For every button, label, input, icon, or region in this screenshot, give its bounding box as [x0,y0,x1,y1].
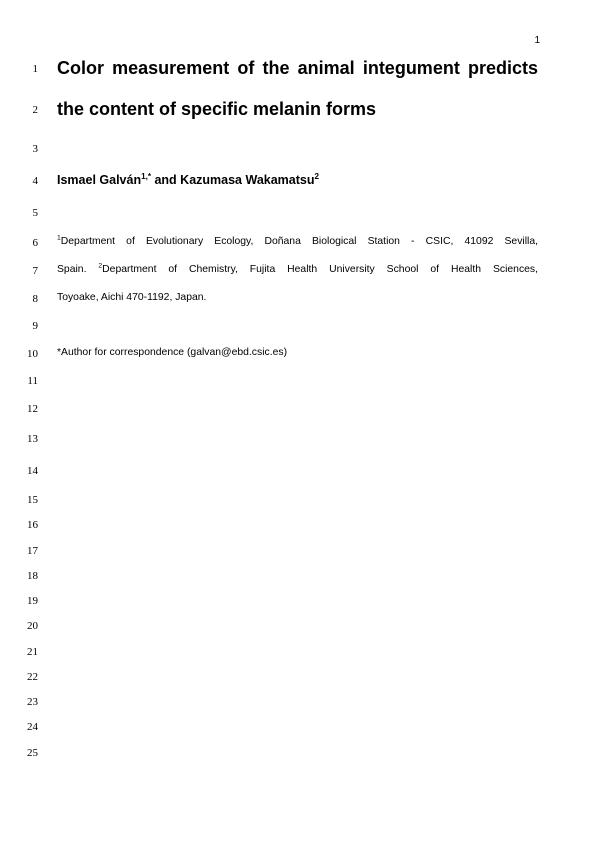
affiliation-line-2 [57,264,538,275]
line-number: 7 [32,265,38,277]
line-number: 14 [27,465,38,477]
line-number: 4 [32,175,38,187]
line-number: 20 [27,620,38,632]
line-number: 24 [27,721,38,733]
author-line [57,173,538,187]
line-number: 3 [32,143,38,155]
line-number: 25 [27,747,38,759]
author-affiliation-mark: 1,* [141,171,151,181]
line-number: 22 [27,671,38,683]
affiliation-text: Spain. [57,264,99,275]
author-name: Kazumasa Wakamatsu [180,173,315,187]
line-number: 15 [27,494,38,506]
line-number: 19 [27,595,38,607]
line-number: 5 [32,207,38,219]
line-number: 6 [32,237,38,249]
affiliation-text: Department of Chemistry, Fujita Health University School of Health Sciences, [102,264,538,275]
line-number: 11 [27,375,38,387]
affiliation-line-1 [57,236,538,247]
line-number: 13 [27,433,38,445]
line-number: 1 [32,63,38,75]
line-number: 9 [32,320,38,332]
line-number: 8 [32,293,38,305]
author-name: Ismael Galván [57,173,142,187]
line-number: 21 [27,646,38,658]
affiliation-line-3: Toyoake, Aichi 470-1192, Japan. [57,292,207,303]
line-number: 2 [32,104,38,116]
paper-title-line-1: Color measurement of the animal integument predicts [57,58,538,78]
line-number: 16 [27,519,38,531]
line-number: 23 [27,696,38,708]
line-number: 12 [27,403,38,415]
affiliation-mark: 1 [57,234,61,242]
page-number: 1 [534,35,540,46]
author-conjunction: and [151,173,181,187]
affiliation-mark: 2 [98,262,103,270]
paper-title-line-2: the content of specific melanin forms [57,99,377,119]
correspondence-note: *Author for correspondence (galvan@ebd.csic.es) [57,347,288,358]
line-number: 10 [27,348,38,360]
line-number: 18 [27,570,38,582]
author-affiliation-mark: 2 [314,171,320,181]
affiliation-text: Department of Evolutionary Ecology, Doñana Biological Station - CSIC, 41092 Sevilla, [60,236,538,247]
line-number: 17 [27,545,38,557]
